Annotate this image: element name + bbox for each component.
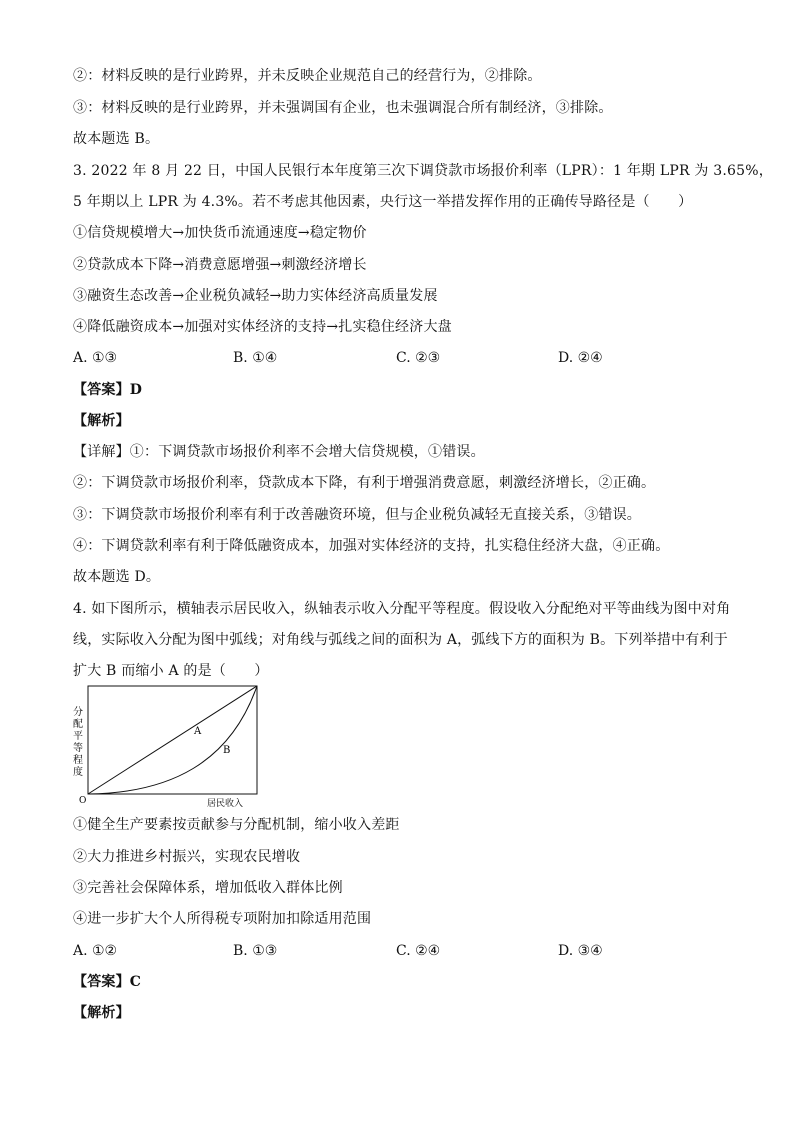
question-4-stem-line-3: 扩大 B 而缩小 A 的是（ ） — [73, 663, 269, 679]
question-3-choice-d: D. ②④ — [558, 350, 603, 366]
question-3-conclusion: 故本题选 D。 — [73, 569, 161, 585]
origin-label: O — [79, 796, 87, 806]
question-3-statement-3: ③融资生态改善→企业税负减轻→助力实体经济高质量发展 — [73, 288, 438, 304]
area-b-label: B — [223, 745, 231, 756]
question-3-choice-b: B. ①④ — [233, 350, 278, 366]
question-3-detail-2: ②：下调贷款市场报价利率，贷款成本下降，有利于增强消费意愿，刺激经济增长，②正确。 — [73, 475, 656, 491]
analysis-line-2: ②：材料反映的是行业跨界，并未反映企业规范自己的经营行为，②排除。 — [73, 68, 542, 84]
question-4-statement-2: ②大力推进乡村振兴，实现农民增收 — [73, 849, 301, 865]
question-4-choice-b: B. ①③ — [233, 943, 278, 959]
lorenz-curve-figure — [70, 683, 270, 811]
y-axis-label-char: 平 — [73, 731, 83, 742]
question-3-stem-line-1: 3. 2022 年 8 月 22 日，中国人民银行本年度第三次下调贷款市场报价利率（LPR）：1 年期 LPR 为 3.65%， — [73, 163, 773, 179]
y-axis-label-char: 度 — [73, 767, 83, 778]
question-3-stem-line-2: 5 年期以上 LPR 为 4.3%。若不考虑其他因素，央行这一举措发挥作用的正确传导路径是（ ） — [73, 194, 693, 210]
question-3-choice-a: A. ①③ — [73, 350, 118, 366]
conclusion-line: 故本题选 B。 — [73, 131, 160, 147]
question-4-stem-line-2: 线，实际收入分配为图中弧线；对角线与弧线之间的面积为 A，弧线下方的面积为 B。下列举措中有利于 — [73, 632, 728, 648]
question-3-detail-1: 【详解】①：下调贷款市场报价利率不会增大信贷规模，①错误。 — [73, 444, 485, 460]
area-a-label: A — [194, 726, 202, 737]
question-4-analysis-heading: 【解析】 — [73, 1005, 130, 1021]
equality-diagonal — [88, 686, 257, 794]
y-axis-label-char: 分 — [73, 707, 83, 718]
question-3-detail-3: ③：下调贷款市场报价利率有利于改善融资环境，但与企业税负减轻无直接关系，③错误。 — [73, 507, 641, 523]
question-4-stem-line-1: 4. 如下图所示，横轴表示居民收入，纵轴表示收入分配平等程度。假设收入分配绝对平等曲线为图中对角 — [73, 601, 731, 617]
question-3-choice-c: C. ②③ — [396, 350, 441, 366]
y-axis-label-char: 配 — [73, 719, 83, 730]
x-axis-label: 居民收入 — [207, 799, 244, 809]
question-4-answer: 【答案】C — [73, 974, 142, 990]
y-axis-label-char: 等 — [73, 743, 83, 754]
analysis-line-3: ③：材料反映的是行业跨界，并未强调国有企业，也未强调混合所有制经济，③排除。 — [73, 100, 613, 116]
question-3-statement-4: ④降低融资成本→加强对实体经济的支持→扎实稳住经济大盘 — [73, 319, 452, 335]
question-3-statement-2: ②贷款成本下降→消费意愿增强→刺激经济增长 — [73, 257, 367, 273]
y-axis-label-char: 程 — [73, 755, 83, 766]
question-4-choice-c: C. ②④ — [396, 943, 441, 959]
question-3-statement-1: ①信贷规模增大→加快货币流通速度→稳定物价 — [73, 225, 367, 241]
question-3-answer: 【答案】D — [73, 382, 143, 398]
question-4-statement-4: ④进一步扩大个人所得税专项附加扣除适用范围 — [73, 911, 372, 927]
question-4-choice-a: A. ①② — [73, 943, 118, 959]
question-3-detail-4: ④：下调贷款利率有利于降低融资成本，加强对实体经济的支持，扎实稳住经济大盘，④正确。 — [73, 538, 670, 554]
question-4-statement-3: ③完善社会保障体系，增加低收入群体比例 — [73, 880, 343, 896]
question-4-choice-d: D. ③④ — [558, 943, 603, 959]
question-4-statement-1: ①健全生产要素按贡献参与分配机制，缩小收入差距 — [73, 817, 400, 833]
question-3-analysis-heading: 【解析】 — [73, 413, 130, 429]
